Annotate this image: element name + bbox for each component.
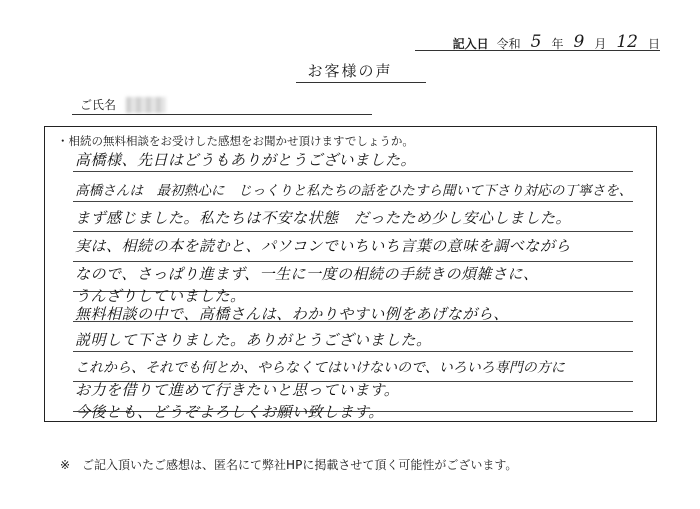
handwritten-line: これから、それでも何とか、やらなくてはいけないので、いろいろ専門の方に <box>75 360 565 376</box>
date-month-unit: 月 <box>594 37 607 51</box>
handwritten-line: お力を借りて進めて行きたいと思っています。 <box>75 381 400 399</box>
ruled-line <box>73 171 633 172</box>
question-prompt: ・相続の無料相談をお受けした感想をお聞かせ頂けますでしょうか。 <box>57 134 414 148</box>
date-month: 9 <box>573 32 585 52</box>
form-title: お客様の声 <box>307 62 393 80</box>
handwritten-line: 高橋さんは 最初熱心に じっくりと私たちの話をひたすら聞いて下さり対応の丁寧さを、 <box>75 183 633 199</box>
name-label: ご氏名 <box>80 98 117 112</box>
date-year-unit: 年 <box>551 37 564 51</box>
date-day: 12 <box>616 32 638 52</box>
handwritten-line: 今後とも、どうぞよろしくお願い致します。 <box>75 403 384 421</box>
name-row <box>80 96 166 113</box>
handwritten-line: 説明して下さりました。ありがとうございました。 <box>75 331 432 349</box>
redacted-name <box>126 97 166 113</box>
ruled-line <box>73 261 633 262</box>
handwritten-line: まず感じました。私たちは不安な状態 だったため少し安心しました。 <box>75 209 572 227</box>
date-year: 5 <box>530 32 542 52</box>
date-row <box>453 28 660 52</box>
date-underline <box>415 50 660 51</box>
handwritten-line: 実は、相続の本を読むと、パソコンでいちいち言葉の意味を調べながら <box>75 237 571 255</box>
response-box <box>44 126 657 422</box>
privacy-note: ※ ご記入頂いたご感想は、匿名にて弊社HPに掲載させて頂く可能性がございます。 <box>60 458 518 472</box>
ruled-line <box>73 231 633 232</box>
handwritten-line: うんざりしていました。 <box>75 287 246 305</box>
handwritten-line: 高橋様、先日はどうもありがとうございました。 <box>75 151 417 169</box>
name-underline <box>72 114 372 115</box>
title-underline <box>296 82 426 83</box>
date-label: 記入日 <box>452 37 489 51</box>
date-era: 令和 <box>496 37 521 51</box>
handwritten-line: なので、さっぱり進まず、一生に一度の相続の手続きの煩雑さに、 <box>75 265 539 283</box>
date-day-unit: 日 <box>647 37 660 51</box>
ruled-line <box>73 351 633 352</box>
handwritten-line: 無料相談の中で、高橋さんは、わかりやすい例をあげながら、 <box>75 305 509 323</box>
ruled-line <box>73 201 633 202</box>
